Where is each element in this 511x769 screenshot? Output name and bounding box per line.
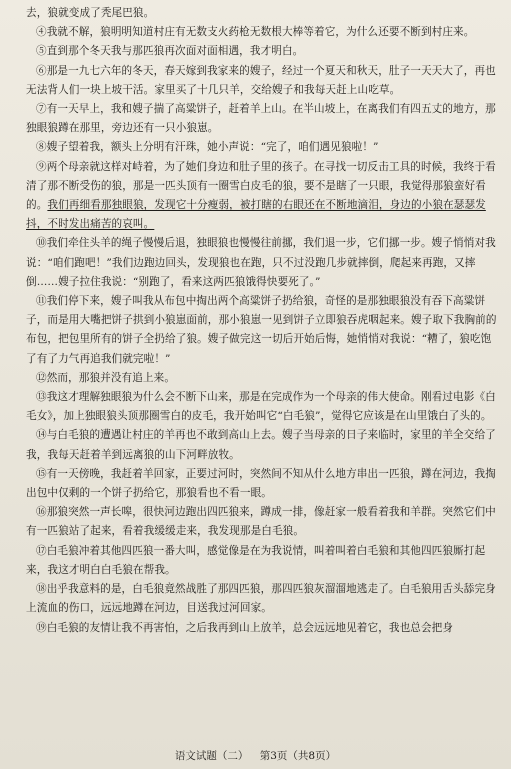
paragraph-text: ⑨两个母亲就这样对峙着，为了她们身边和肚子里的孩子。在寻找一切反击工具的时候，我终于看清了那不断受伤的狼，那是一匹头顶有一圈雪白皮毛的狼，要不是瞎了一只眼，我觉得那狼蛮好看的。 bbox=[26, 160, 496, 212]
paragraph-text: ⑪我们停下来，嫂子叫我从布包中掏出两个高粱饼子扔给狼，奇怪的是那独眼狼没有吞下高粱饼子，而是用大嘴把饼子拱到小狼崽面前，那小狼崽一见到饼子立即狼吞虎咽起来。嫂子取下我胸前的布包，把包里所有的饼子全扔给了狼。嫂子做完这一切后开始后悔，她悄悄对我说：“糟了，狼吃饱了有了力气再追我们就完啦！” bbox=[26, 295, 497, 365]
footer-page-number: 第3页（共8页） bbox=[259, 750, 337, 762]
paragraph bbox=[26, 465, 501, 503]
paragraph-text: ⑱出乎我意料的是，白毛狼竟然战胜了那四匹狼，那四匹狼灰溜溜地逃走了。白毛狼用舌头舔完身上流血的伤口，远远地蹲在河边，目送我过河回家。 bbox=[26, 583, 496, 615]
article-body bbox=[26, 4, 501, 638]
paragraph-text: ④我就不解，狼明明知道村庄有无数支火药枪无数根大棒等着它，为什么还要不断到村庄来。 bbox=[36, 26, 475, 39]
paragraph bbox=[26, 426, 501, 464]
paragraph-text: ⑭与白毛狼的遭遇让村庄的羊再也不敢到高山上去。嫂子当母亲的日子来临时，家里的羊全交给了我，我每天赶着羊到远离狼的山下河畔放牧。 bbox=[26, 429, 496, 461]
paragraph bbox=[26, 23, 501, 42]
page-footer bbox=[0, 748, 511, 763]
paragraph-text: ⑥那是一九七六年的冬天，春天嫁到我家来的嫂子，经过一个夏天和秋天，肚子一天天大了，再也无法背人们一块上坡干活。家里买了十几只羊，交给嫂子和我每天赶上山吃草。 bbox=[26, 64, 496, 96]
paragraph bbox=[26, 580, 501, 618]
paragraph-text: ⑲白毛狼的友情让我不再害怕，之后我再到山上放羊，总会远远地见着它，我也总会把身 bbox=[36, 621, 454, 634]
paragraph-text: ⑤直到那个冬天我与那匹狼再次面对面相遇，我才明白。 bbox=[36, 45, 304, 58]
paragraph-text: ⑦有一天早上，我和嫂子揣了高粱饼子，赶着羊上山。在半山坡上，在离我们有四五丈的地方，那独眼狼蹲在那里，旁边还有一只小狼崽。 bbox=[26, 103, 496, 135]
paragraph bbox=[26, 388, 501, 426]
paragraph-text: ⑮有一天傍晚，我赶着羊回家，正要过河时，突然间不知从什么地方串出一匹狼，蹲在河边，我掏出包中仅剩的一个饼子扔给它，那狼看也不看一眼。 bbox=[26, 467, 496, 500]
paragraph-text: ⑧嫂子望着我，额头上分明有汗珠，她小声说：“完了，咱们遇见狼啦！” bbox=[36, 141, 379, 154]
paragraph-text: ⑫然而，那狼并没有追上来。 bbox=[36, 371, 176, 384]
paragraph-text: ⑰白毛狼冲着其他四匹狼一番大叫，感觉像是在为我说情，叫着叫着白毛狼和其他四匹狼厮打起来，我这才明白白毛狼在帮我。 bbox=[26, 544, 486, 576]
paragraph bbox=[26, 138, 501, 157]
footer-subject: 语文试题（二） bbox=[174, 750, 249, 762]
paragraph bbox=[26, 369, 501, 388]
paragraph bbox=[26, 234, 501, 292]
paragraph bbox=[26, 62, 501, 100]
paragraph-text: 去，狼就变成了秃尾巴狼。 bbox=[26, 7, 155, 19]
paragraph bbox=[26, 619, 501, 638]
paragraph bbox=[26, 42, 501, 61]
paragraph-text: ⑬我这才理解独眼狼为什么会不断下山来，那是在完成作为一个母亲的伟大使命。刚看过电影《白毛女》，加上独眼狼头顶那圈雪白的皮毛，我开始叫它“白毛狼”，觉得它应该是在山里饿白了头的。 bbox=[26, 391, 496, 423]
paragraph bbox=[26, 542, 501, 580]
paragraph bbox=[26, 503, 501, 541]
paragraph bbox=[26, 100, 501, 138]
paragraph bbox=[26, 292, 501, 369]
underlined-sentence: 我们再细看那独眼狼，发现它十分瘦弱，被打瞎的右眼还在不断地滴泪，身边的小狼在瑟瑟发抖，不时发出痛苦的哀叫。 bbox=[26, 199, 486, 231]
paragraph bbox=[26, 4, 501, 23]
paragraph-text: ⑯那狼突然一声长嗥，很快河边跑出四匹狼来，蹲成一排，像赶家一般看着我和羊群。突然它们中有一匹狼站了起来，看着我缓缓走来，我发现那是白毛狼。 bbox=[26, 506, 496, 538]
paragraph bbox=[26, 158, 501, 235]
paragraph-text: ⑩我们牵住头羊的绳子慢慢后退，独眼狼也慢慢往前挪，我们退一步，它们挪一步。嫂子悄悄对我说：“咱们跑吧！”我们边跑边回头，发现狼也在跑，只不过没跑几步就摔倒，爬起来再跑，又摔倒……嫂子拉住我说：“别跑了，看来这两匹狼饿得快要死了。” bbox=[26, 237, 496, 288]
